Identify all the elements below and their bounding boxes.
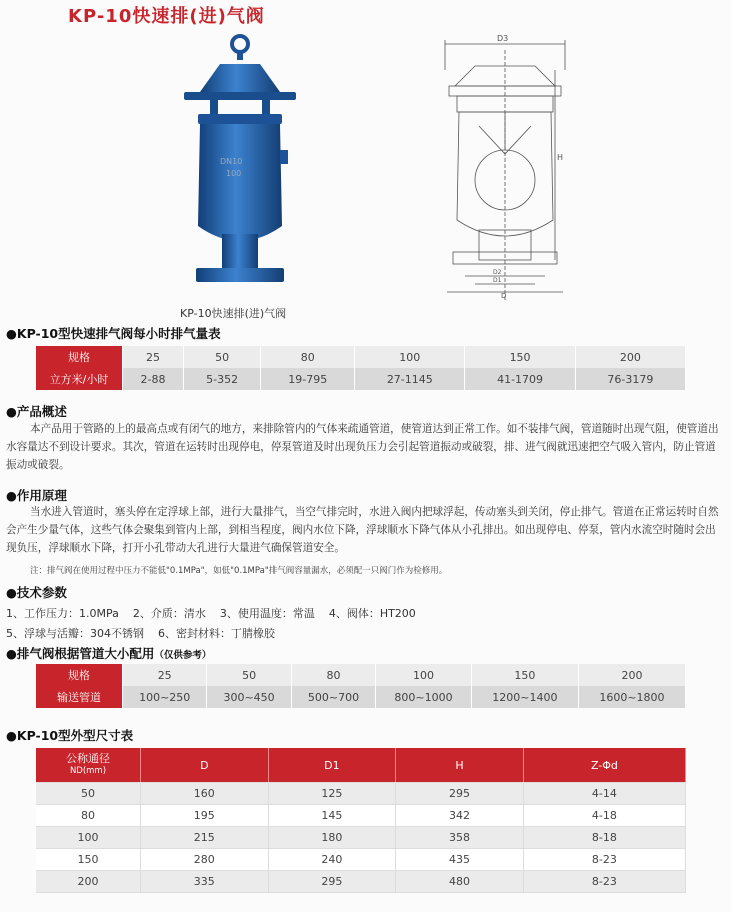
- label-d1: D1: [493, 277, 502, 284]
- pipe-table-title-text: ●排气阀根据管道大小配用: [6, 646, 155, 661]
- dim-cell: 8-18: [523, 827, 685, 849]
- dim-cell: 295: [396, 783, 524, 805]
- pipe-spec-header: 规格: [36, 664, 123, 686]
- table-row: [36, 871, 686, 893]
- svg-text:DN10: DN10: [220, 157, 243, 166]
- dim-cell: 4-18: [523, 805, 685, 827]
- flow-table: [36, 346, 686, 390]
- pipe-table-title-note: （仅供参考）: [154, 650, 212, 661]
- dim-head-zd: Z-Φd: [523, 748, 685, 783]
- dim-head-nd-unit: ND(mm): [69, 766, 107, 776]
- dim-cell: 50: [36, 783, 141, 805]
- pipe-size-cell: 300~450: [207, 686, 291, 708]
- page-title: KP-10快速排(进)气阀: [68, 6, 265, 27]
- dim-cell: 80: [36, 805, 141, 827]
- tech-line-2: 5、浮球与活瓣：304不锈钢 6、密封材料：丁腈橡胶: [6, 627, 275, 640]
- photo-caption: KP-10快速排(进)气阀: [180, 307, 287, 320]
- flow-spec-cell: 200: [575, 346, 685, 368]
- pipe-spec-cell: 50: [207, 664, 291, 686]
- pipe-spec-cell: 200: [578, 664, 685, 686]
- dim-head-h: H: [396, 748, 524, 783]
- pipe-spec-cell: 150: [471, 664, 578, 686]
- dim-cell: 335: [141, 871, 269, 893]
- flow-spec-cell: 25: [123, 346, 184, 368]
- dim-cell: 160: [141, 783, 269, 805]
- dim-table-title: ●KP-10型外型尺寸表: [6, 728, 134, 743]
- overview-title: ●产品概述: [6, 404, 67, 419]
- dim-cell: 8-23: [523, 849, 685, 871]
- svg-text:100: 100: [226, 169, 242, 178]
- flow-rate-cell: 41-1709: [465, 368, 575, 390]
- dim-cell: 295: [268, 871, 396, 893]
- valve-technical-drawing: [435, 30, 575, 300]
- dim-cell: 200: [36, 871, 141, 893]
- label-d2: D2: [493, 269, 502, 276]
- dim-cell: 435: [396, 849, 524, 871]
- pipe-spec-cell: 80: [291, 664, 375, 686]
- pipe-size-cell: 500~700: [291, 686, 375, 708]
- flow-table-title: ●KP-10型快速排气阀每小时排气量表: [6, 326, 221, 341]
- valve-photo: [170, 30, 310, 305]
- pipe-size-cell: 1200~1400: [471, 686, 578, 708]
- dim-head-d1: D1: [268, 748, 396, 783]
- principle-note: 注：排气阀在使用过程中压力不能低"0.1MPa"，如低"0.1MPa"排气阀容量漏水，必须配一只阀门作为检修用。: [30, 566, 448, 576]
- flow-rate-cell: 2-88: [123, 368, 184, 390]
- pipe-size-cell: 1600~1800: [578, 686, 685, 708]
- dim-cell: 342: [396, 805, 524, 827]
- pipe-spec-cell: 25: [123, 664, 207, 686]
- label-d: D: [501, 292, 507, 300]
- pipe-size-cell: 100~250: [123, 686, 207, 708]
- flow-rate-cell: 19-795: [261, 368, 355, 390]
- dim-cell: 150: [36, 849, 141, 871]
- dim-cell: 145: [268, 805, 396, 827]
- flow-rate-cell: 27-1145: [355, 368, 465, 390]
- table-row: [36, 849, 686, 871]
- dim-head-nd: [36, 748, 141, 783]
- dim-cell: 125: [268, 783, 396, 805]
- tech-line-1: 1、工作压力：1.0MPa 2、介质：清水 3、使用温度：常温 4、阀体：HT200: [6, 607, 416, 620]
- label-h: H: [557, 153, 564, 162]
- dim-head-d: D: [141, 748, 269, 783]
- overview-text: 本产品用于管路的上的最高点或有闭气的地方，来排除管内的气体来疏通管道，使管道达到正常工作。如不装排气阀，管道随时出现气阻，使管道出水容量达不到设计要求。其次，管道在运转时出现停电，停泵管道及时出现负压力会引起管道振动或破裂，排、进气阀就迅速把空气吸入管内，防止管道振动或破裂。: [6, 423, 719, 471]
- principle-title: ●作用原理: [6, 488, 67, 503]
- dim-cell: 195: [141, 805, 269, 827]
- table-row: [36, 783, 686, 805]
- tech-title: ●技术参数: [6, 585, 67, 600]
- dim-cell: 4-14: [523, 783, 685, 805]
- dim-head-nd-label: 公称通径: [66, 752, 110, 765]
- flow-spec-header: 规格: [36, 346, 123, 368]
- flow-rate-cell: 5-352: [183, 368, 260, 390]
- dim-cell: 358: [396, 827, 524, 849]
- flow-rate-cell: 76-3179: [575, 368, 685, 390]
- dim-cell: 240: [268, 849, 396, 871]
- flow-spec-cell: 80: [261, 346, 355, 368]
- dimension-table: [36, 748, 686, 893]
- pipe-table: [36, 664, 686, 708]
- dim-cell: 100: [36, 827, 141, 849]
- dim-cell: 280: [141, 849, 269, 871]
- flow-spec-cell: 100: [355, 346, 465, 368]
- table-row: [36, 827, 686, 849]
- dim-cell: 215: [141, 827, 269, 849]
- flow-spec-cell: 50: [183, 346, 260, 368]
- table-row: [36, 805, 686, 827]
- label-d3: D3: [497, 34, 509, 43]
- dim-cell: 8-23: [523, 871, 685, 893]
- pipe-table-title: [6, 644, 211, 662]
- pipe-spec-cell: 100: [376, 664, 472, 686]
- dim-cell: 480: [396, 871, 524, 893]
- pipe-size-cell: 800~1000: [376, 686, 472, 708]
- principle-text: 当水进入管道时，塞头停在定浮球上部，进行大量排气，当空气排完时，水进入阀内把球浮起，传动塞头到关闭，停止排气。管道在正常运转时自然会产生少量气体，这些气体会聚集到管内上部，到相当程度，阀内水位下降，浮球顺水下降气体从小孔排出。如出现停电、停泵，管内水流空时随时会出现负压，浮球顺水下降，打开小孔带动大孔进行大量进气确保管道安全。: [6, 506, 719, 554]
- dim-cell: 180: [268, 827, 396, 849]
- flow-rate-header: 立方米/小时: [36, 368, 123, 390]
- flow-spec-cell: 150: [465, 346, 575, 368]
- pipe-size-header: 输送管道: [36, 686, 123, 708]
